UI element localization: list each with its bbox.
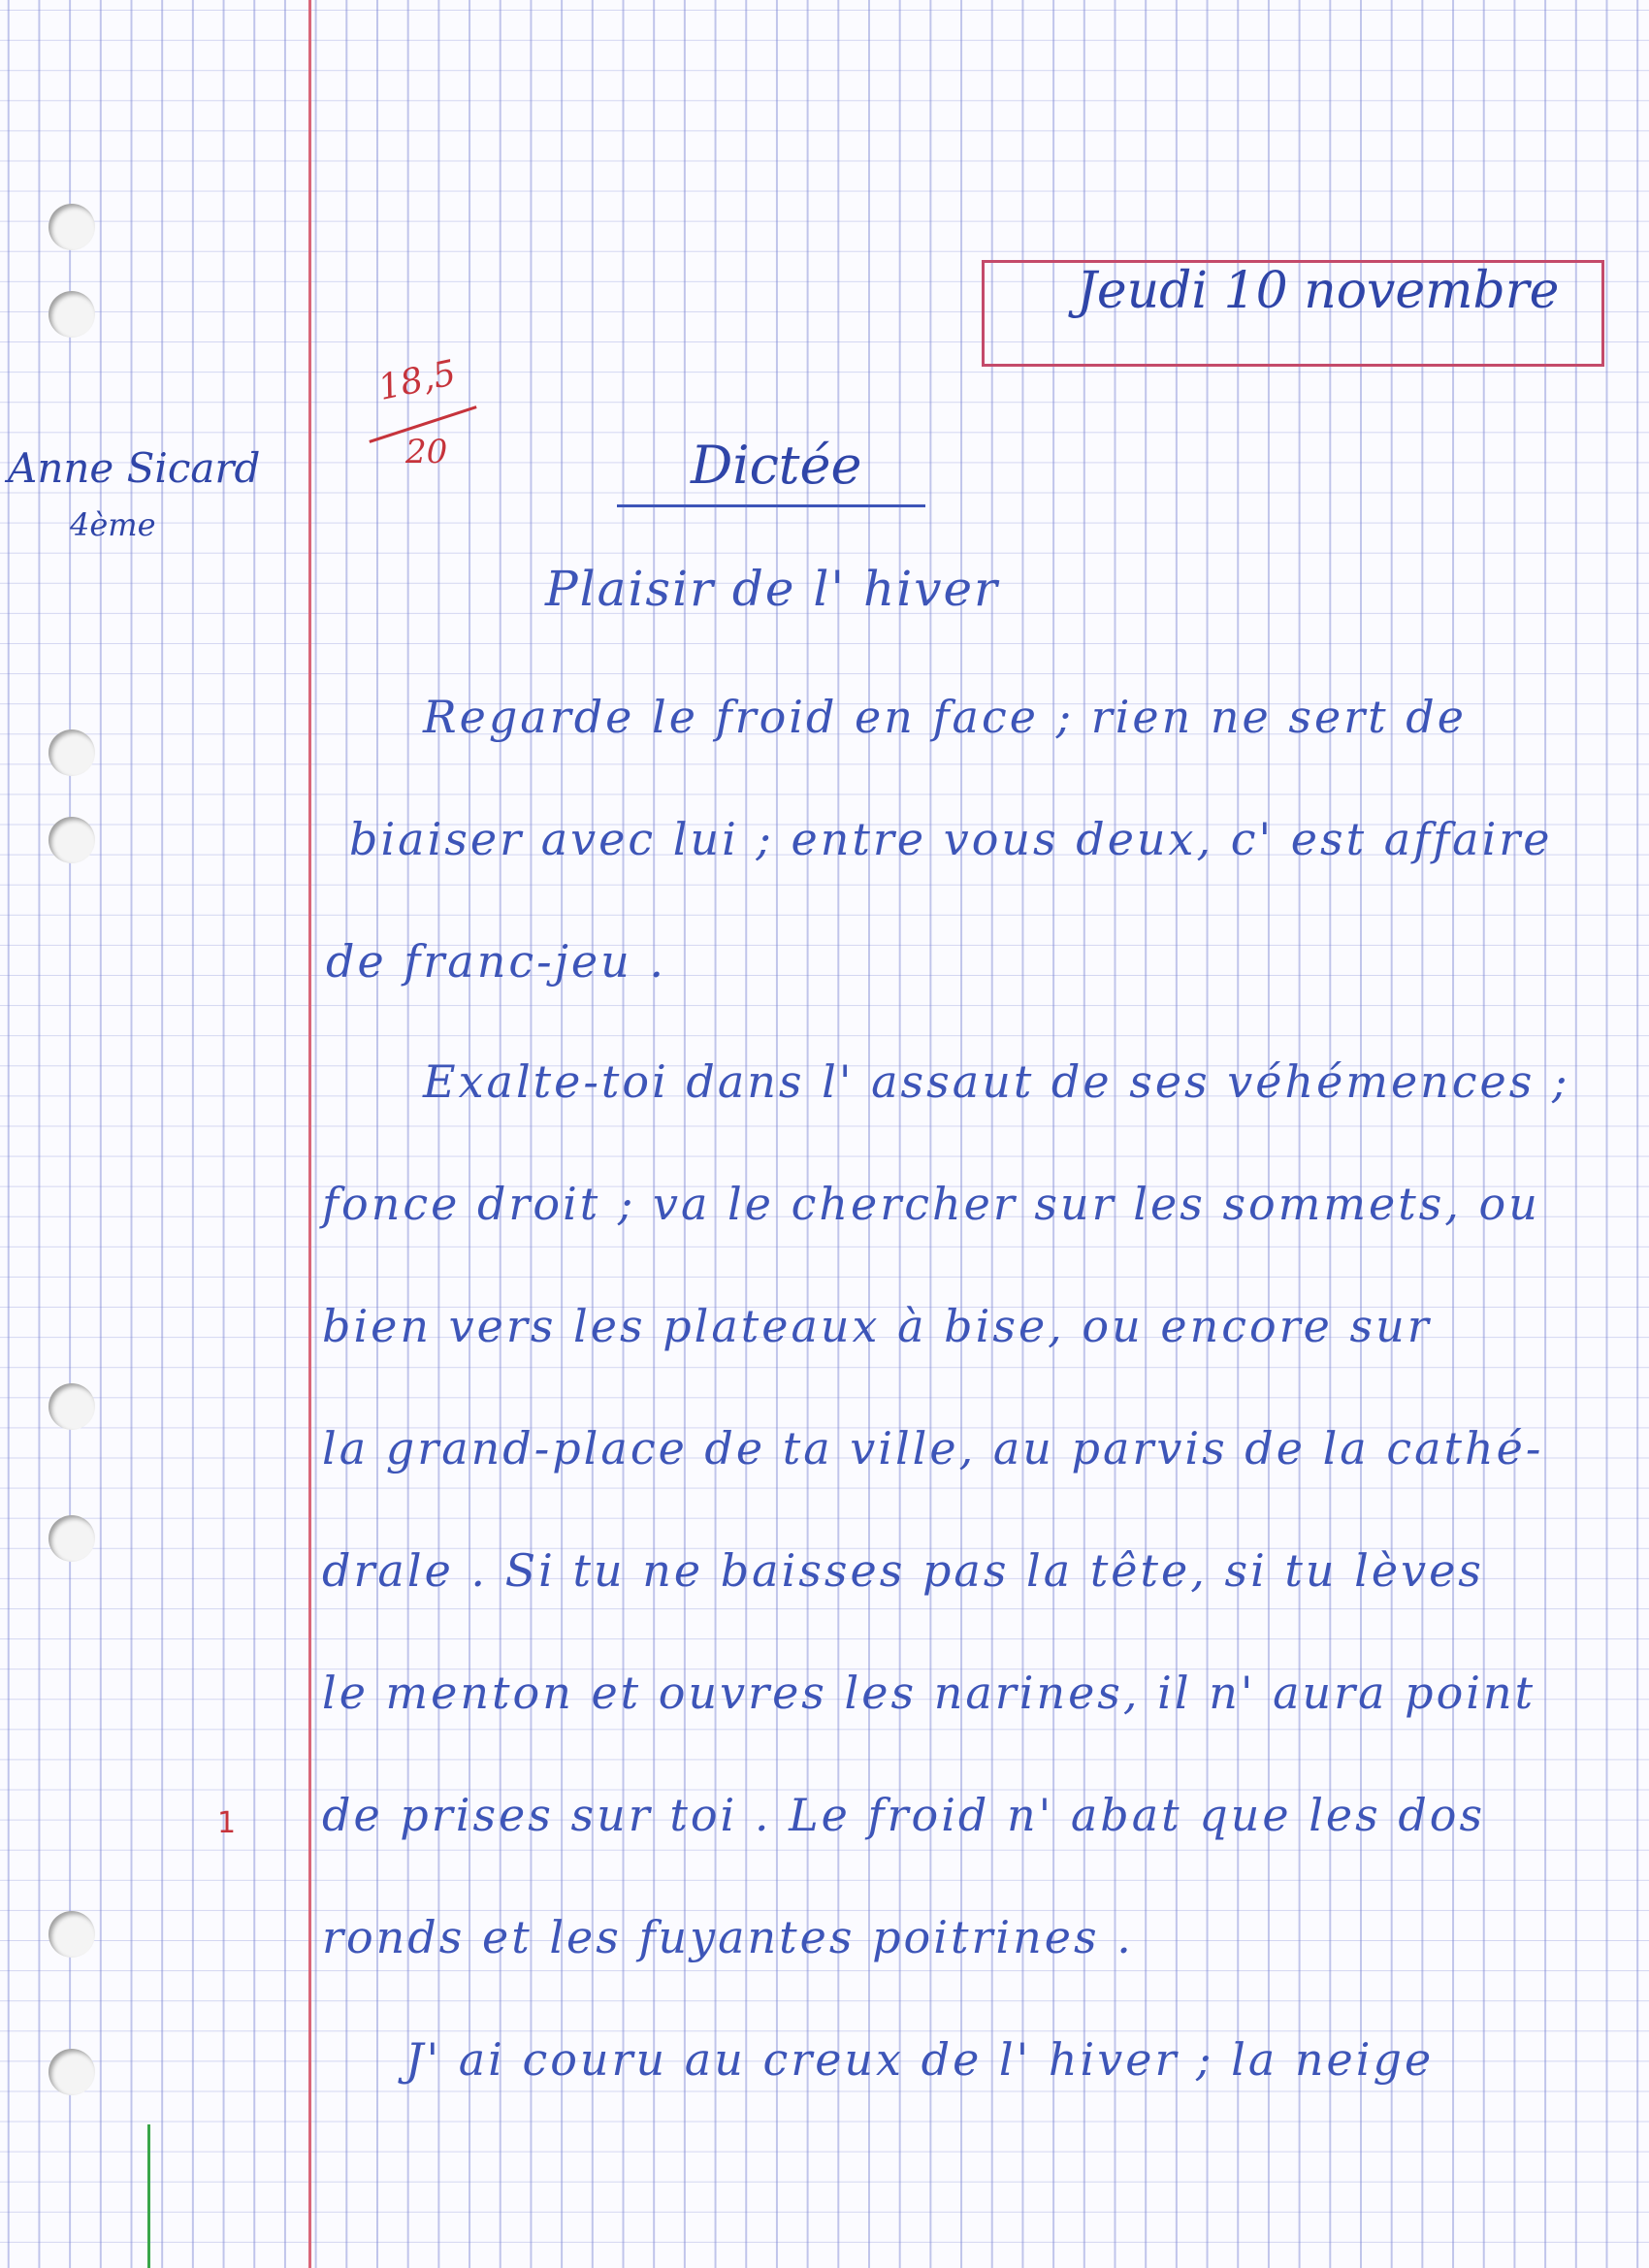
- student-name: Anne Sicard: [8, 444, 261, 492]
- title-underline: [617, 504, 925, 507]
- document-title: Dictée: [691, 435, 862, 496]
- binder-hole: [48, 2049, 95, 2095]
- text-line: le menton et ouvres les narines, il n' aura point: [322, 1667, 1536, 1719]
- margin-line: [308, 0, 311, 2268]
- correction-mark: 1: [217, 1806, 237, 1840]
- student-class: 4ème: [70, 506, 156, 543]
- date: Jeudi 10 novembre: [1077, 262, 1560, 320]
- document-subtitle: Plaisir de l' hiver: [545, 561, 999, 617]
- green-pen-mark: [147, 2124, 150, 2268]
- text-line: Exalte-toi dans l' assaut de ses véhémences ;: [423, 1055, 1570, 1108]
- binder-hole: [48, 817, 95, 863]
- text-line: drale . Si tu ne baisses pas la tête, si tu lèves: [322, 1544, 1484, 1597]
- binder-hole: [48, 1911, 95, 1958]
- binder-hole: [48, 1515, 95, 1562]
- binder-hole: [48, 1383, 95, 1430]
- text-line: J' ai couru au creux de l' hiver ; la neige: [405, 2033, 1435, 2086]
- text-line: Regarde le froid en face ; rien ne sert de: [423, 691, 1467, 743]
- text-line: de prises sur toi . Le froid n' abat que les dos: [322, 1789, 1486, 1841]
- grade-score: 18,5: [374, 353, 460, 408]
- text-line: fonce droit ; va le chercher sur les sommets, ou: [322, 1178, 1540, 1230]
- text-line: ronds et les fuyantes poitrines .: [322, 1911, 1134, 1963]
- text-line: de franc-jeu .: [326, 935, 667, 988]
- grade-total: 20: [405, 433, 448, 471]
- binder-hole: [48, 204, 95, 250]
- text-line: biaiser avec lui ; entre vous deux, c' est affaire: [349, 813, 1553, 865]
- binder-hole: [48, 291, 95, 338]
- binder-hole: [48, 729, 95, 776]
- text-line: bien vers les plateaux à bise, ou encore sur: [322, 1300, 1432, 1352]
- text-line: la grand-place de ta ville, au parvis de la cathé-: [322, 1422, 1544, 1474]
